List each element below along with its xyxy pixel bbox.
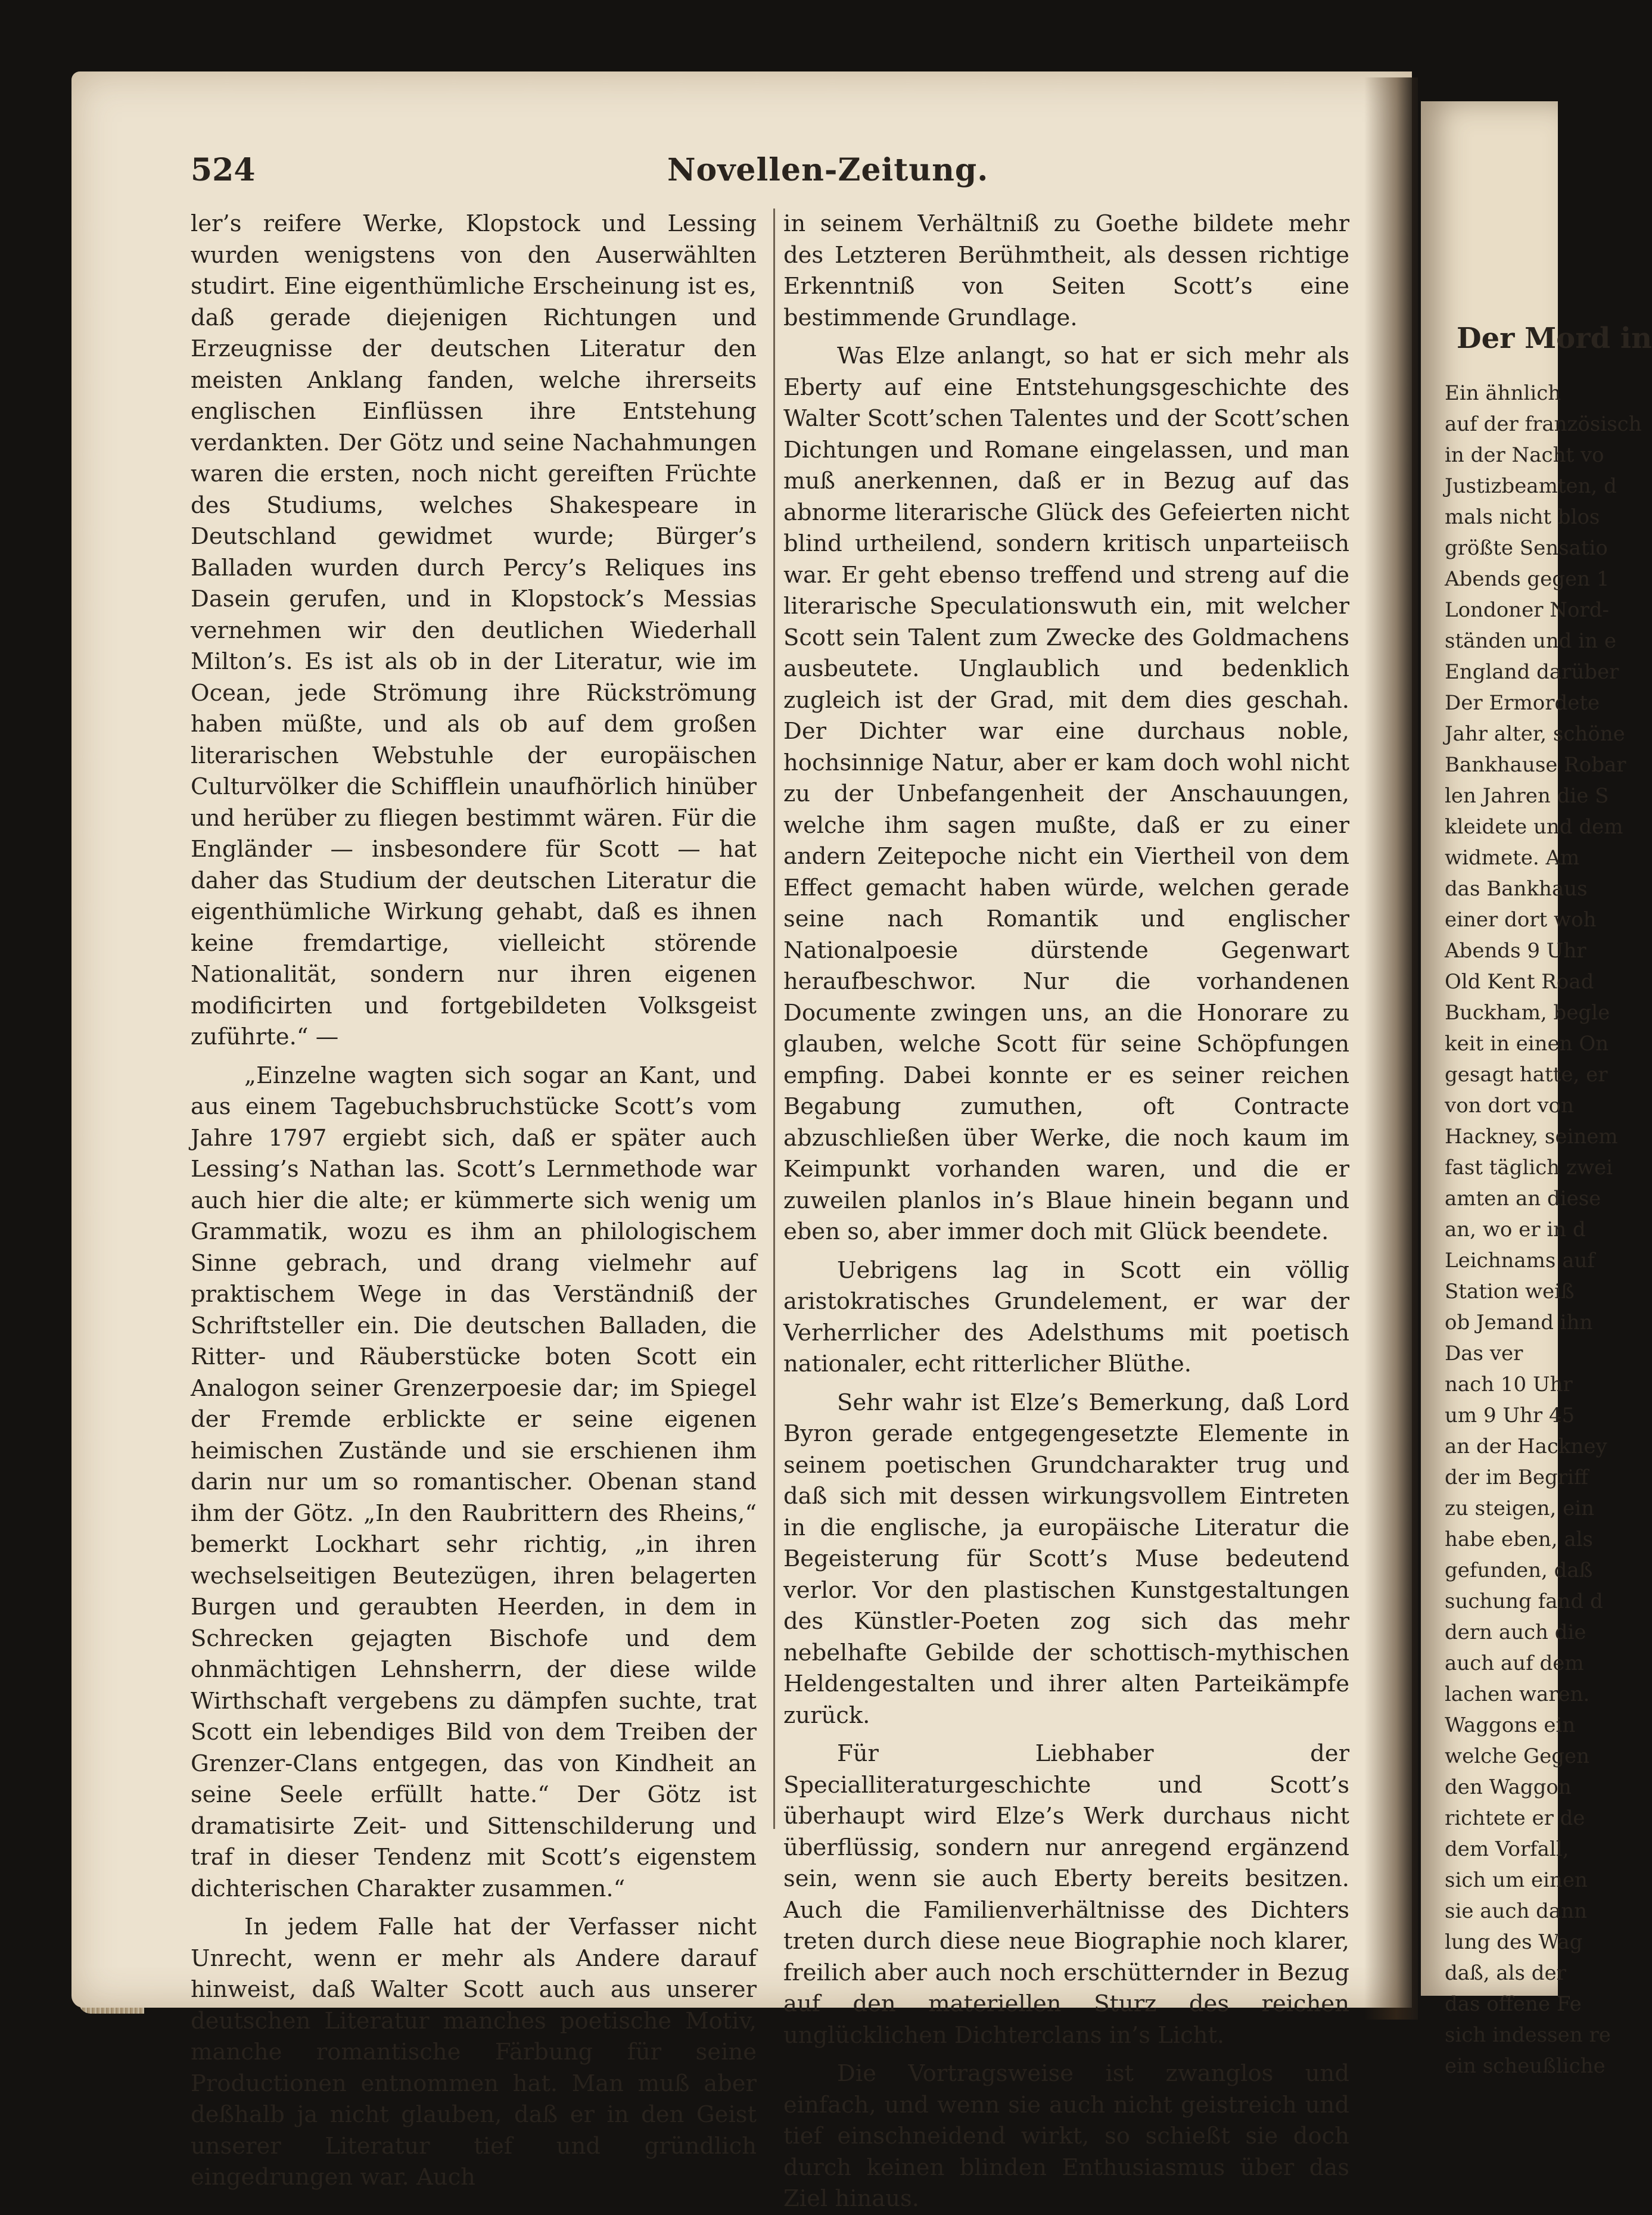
running-title: Novellen-Zeitung.	[667, 152, 989, 188]
column-divider	[773, 209, 775, 1829]
paragraph: Die Vortragsweise ist zwanglos und einfach, und wenn sie auch nicht geistreich und tief einschneidend wirkt, so schießt sie doch durch keinen blinden Enthusiasmus über das Ziel hinaus.	[783, 2060, 1349, 2212]
left-column	[191, 209, 757, 2194]
facing-page-line: Das ver	[1445, 1342, 1523, 1365]
facing-page-line: suchung fand d	[1445, 1589, 1603, 1613]
facing-page-line: Old Kent Road	[1445, 970, 1594, 994]
facing-page-line: das offene Fe	[1445, 1992, 1582, 2016]
facing-page-line: Ein ähnlich	[1445, 381, 1561, 405]
facing-page-line: len Jahren die S	[1445, 784, 1609, 808]
facing-page-line: auf der französisch	[1445, 412, 1642, 436]
facing-page-line: zu steigen, ein	[1445, 1497, 1595, 1520]
facing-page-line: lachen waren.	[1445, 1682, 1590, 1706]
facing-page-line: Londoner Nord-	[1445, 598, 1609, 622]
facing-page-line: richtete er de	[1445, 1806, 1585, 1830]
facing-page	[1421, 101, 1652, 2078]
facing-page-line: in der Nacht vo	[1445, 443, 1604, 467]
facing-page-line: gesagt hatte, er	[1445, 1063, 1608, 1087]
facing-page-line: Bankhause Robar	[1445, 753, 1626, 777]
facing-page-line: an der Hackney	[1445, 1435, 1607, 1458]
facing-page-line: dern auch die	[1445, 1620, 1586, 1644]
facing-page-line: Der Ermordete	[1445, 691, 1600, 715]
book-gutter	[1364, 77, 1418, 2020]
right-column	[783, 209, 1349, 2215]
facing-page-line: ständen und in e	[1445, 629, 1616, 653]
paragraph: Uebrigens lag in Scott ein völlig aristokratisches Grundelement, er war der Verherrlicher des Adelsthums mit poetisch nationaler, echt ritterlicher Blüthe.	[783, 1256, 1349, 1377]
paragraph: ler’s reifere Werke, Klopstock und Lessing wurden wenigstens von den Auserwählten studirt. Eine eigenthümliche Erscheinung ist es, daß gerade diejenigen Richtungen und Erzeugnisse der deutschen Literatur den meisten Anklang fanden, welche ihrerseits englischen Einflüssen ihre Entstehung verdankten. Der Götz und seine Nachahmungen waren die ersten, noch nicht gereiften Früchte des Studiums, welches Shakespeare in Deutschland gewidmet wurde; Bürger’s Balladen wurden durch Percy’s Reliques ins Dasein gerufen, und in Klopstock’s Messias vernehmen wir den deutlichen Wiederhall Milton’s. Es ist als ob in der Literatur, wie im Ocean, jede Strömung ihre Rückströmung haben müßte, und als ob auf dem großen literarischen Webstuhle der europäischen Culturvölker die Schifflein unaufhörlich hinüber und herüber zu fliegen bestimmt wären. Für die Engländer — insbesondere für Scott — hat daher das Studium der deutschen Literatur die eigenthümliche Wirkung gehabt, daß es ihnen keine fremdartige, vielleicht störende Nationalität, sondern nur ihren eigenen modificirten und fortgebildeten Volksgeist zuführte.“ —	[191, 210, 757, 1050]
facing-page-line: Waggons ein	[1445, 1713, 1576, 1737]
facing-page-line: dem Vorfall,	[1445, 1837, 1569, 1861]
facing-page-line: habe eben, als	[1445, 1528, 1593, 1551]
facing-page-line: Justizbeamten, d	[1445, 474, 1617, 498]
page-header	[191, 152, 1346, 194]
facing-page-line: größte Sensatio	[1445, 536, 1608, 560]
facing-page-line: Jahr alter, schöne	[1445, 722, 1625, 746]
paragraph: In jedem Falle hat der Verfasser nicht Unrecht, wenn er mehr als Andere darauf hinweist, daß Walter Scott auch aus unserer deutschen Literatur manches poetische Motiv, manche romantische Färbung für seine Productionen entnommen hat. Man muß aber deßhalb ja nicht glauben, daß er in den Geist unserer Literatur tief und gründlich eingedrungen war. Auch	[191, 1914, 757, 2191]
facing-page-line: Abends gegen 1	[1445, 567, 1610, 591]
facing-page-line: an, wo er in d	[1445, 1218, 1586, 1242]
facing-page-line: sich um einen	[1445, 1868, 1588, 1892]
facing-page-line: das Bankhaus	[1445, 877, 1588, 901]
facing-page-line: Station weiß	[1445, 1280, 1575, 1304]
facing-page-line: Abends 9 Uhr	[1445, 939, 1586, 963]
facing-page-line: kleidete und dem	[1445, 815, 1623, 839]
paragraph: in seinem Verhältniß zu Goethe bildete mehr des Letzteren Berühmtheit, als dessen richtige Erkenntniß von Seiten Scott’s eine bestimmende Grundlage.	[783, 210, 1349, 331]
facing-page-line: England darüber	[1445, 660, 1619, 684]
facing-page-line: den Waggon	[1445, 1775, 1572, 1799]
facing-page-line: nach 10 Uhr	[1445, 1373, 1573, 1396]
paragraph: Für Liebhaber der Specialliteraturgeschichte und Scott’s überhaupt wird Elze’s Werk durchaus nicht überflüssig, sondern nur anregend ergänzend sein, wenn sie auch Eberty bereits besitzen. Auch die Familienverhältnisse des Dichters treten durch diese neue Biographie noch klarer, freilich aber auch noch erschütternder in Bezug auf den materiellen Sturz des reichen unglücklichen Dichterclans in’s Licht.	[783, 1740, 1349, 2049]
facing-page-line: auch auf dem	[1445, 1651, 1584, 1675]
facing-page-line: der im Begriff	[1445, 1466, 1589, 1489]
facing-page-line: welche Gegen	[1445, 1744, 1590, 1768]
page-number: 524	[191, 152, 256, 188]
facing-page-line: um 9 Uhr 45	[1445, 1404, 1575, 1427]
facing-page-line: Buckham, begle	[1445, 1001, 1610, 1025]
facing-page-line: einer dort woh	[1445, 908, 1597, 932]
paragraph: Sehr wahr ist Elze’s Bemerkung, daß Lord Byron gerade entgegengesetzte Elemente in seinem poetischen Grundcharakter trug und daß sich mit dessen wirkungsvollem Eintreten in die englische, ja europäische Literatur die Begeisterung für Scott’s Muse bedeutend verlor. Vor den plastischen Kunstgestaltungen des Künstler-Poeten zog sich das mehr nebelhafte Gebilde der schottisch-mythischen Heldengestalten und ihrer alten Parteikämpfe zurück.	[783, 1389, 1349, 1729]
paragraph: Was Elze anlangt, so hat er sich mehr als Eberty auf eine Entstehungsgeschichte des Walter Scott’schen Talentes und der Scott’schen Dichtungen und Romane eingelassen, und man muß anerkennen, daß er in Bezug auf das abnorme literarische Glück des Gefeierten nicht blind urtheilend, sondern kritisch unparteiisch war. Er geht ebenso treffend und streng auf die literarische Speculationswuth ein, mit welcher Scott sein Talent zum Zwecke des Goldmachens ausbeutete. Unglaublich und bedenklich zugleich ist der Grad, mit dem dies geschah. Der Dichter war eine durchaus noble, hochsinnige Natur, aber er kam doch wohl nicht zu der Unbefangenheit der Anschauungen, welche ihm sagen mußte, daß er zu einer andern Zeitepoche nicht ein Viertheil von dem Effect gemacht haben würde, welchen gerade seine nach Romantik und englischer Nationalpoesie dürstende Gegenwart heraufbeschwor. Nur die vorhandenen Documente zwingen uns, an die Honorare zu glauben, welche Scott für seine Schöpfungen empfing. Dabei konnte er es seiner reichen Begabung zumuthen, oft Contracte abzuschließen über Werke, die noch kaum im Keimpunkt vorhanden waren, und die er zuweilen planlos in’s Blaue hinein begann und eben so, aber immer doch mit Glück beendete.	[783, 343, 1349, 1245]
paragraph: „Einzelne wagten sich sogar an Kant, und aus einem Tagebuchsbruchstücke Scott’s vom Jahre 1797 ergiebt sich, daß er später auch Lessing’s Nathan las. Scott’s Lernmethode war auch hier die alte; er kümmerte sich wenig um Grammatik, wozu es ihm an philologischem Sinne gebrach, und drang vielmehr auf praktischem Wege in das Verständniß der Schriftsteller ein. Die deutschen Balladen, die Ritter- und Räuberstücke boten Scott ein Analogon seiner Grenzerpoesie dar; im Spiegel der Fremde erblickte er seine eigenen heimischen Zustände und sie erschienen ihm darin nur um so romantischer. Obenan stand ihm der Götz. „In den Raubrittern des Rheins,“ bemerkt Lockhart sehr richtig, „in ihren wechselseitigen Beutezügen, ihren belagerten Burgen und geraubten Heerden, in dem in Schrecken gejagten Bischofe und dem ohnmächtigen Lehnsherrn, der diese wilde Wirthschaft vergebens zu dämpfen suchte, trat Scott ein lebendiges Bild von dem Treiben der Grenzer-Clans entgegen, das von Kindheit an seine Seele erfüllt hatte.“ Der Götz ist dramatisirte Zeit- und Sittenschilderung und traf in dieser Tendenz mit Scott’s eigenstem dichterischen Charakter zusammen.“	[191, 1062, 757, 1902]
facing-page-line: sich indessen re	[1445, 2023, 1611, 2047]
facing-page-line: mals nicht blos	[1445, 505, 1600, 529]
facing-page-line: daß, als der	[1445, 1961, 1566, 1985]
facing-page-line: gefunden, daß	[1445, 1558, 1593, 1582]
facing-page-line: amten an diese	[1445, 1187, 1601, 1211]
facing-page-line: ob Jemand ihn	[1445, 1311, 1593, 1334]
facing-page-line: fast täglich zwei	[1445, 1156, 1613, 1180]
facing-page-title: Der Mord in	[1457, 322, 1652, 355]
facing-page-line: keit in einen On	[1445, 1032, 1609, 1056]
facing-page-line: lung des Wag	[1445, 1930, 1583, 1954]
facing-page-line: Hackney, seinem	[1445, 1125, 1618, 1149]
facing-page-line: ein scheußliche	[1445, 2054, 1606, 2078]
facing-page-line: sie auch dann	[1445, 1899, 1587, 1923]
facing-page-line: von dort von	[1445, 1094, 1574, 1118]
facing-page-line: widmete. Am	[1445, 846, 1580, 870]
facing-page-line: Leichnams auf	[1445, 1249, 1595, 1273]
